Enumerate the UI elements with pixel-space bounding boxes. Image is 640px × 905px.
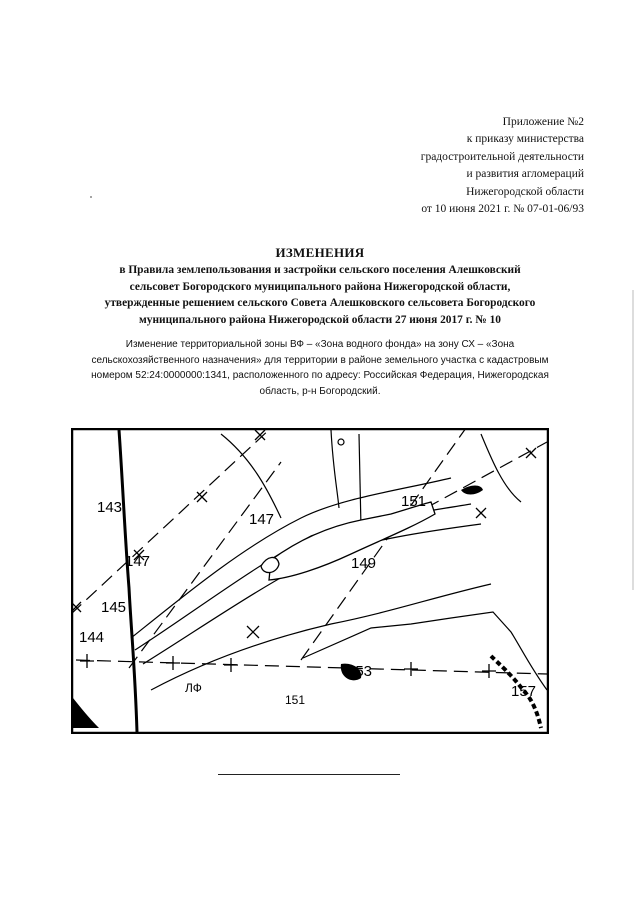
map-label-153: 153 xyxy=(347,663,373,680)
scan-dot xyxy=(90,196,92,198)
map-label-147a: 147 xyxy=(125,553,151,570)
document-title: ИЗМЕНЕНИЯ xyxy=(275,245,365,260)
point-marker xyxy=(338,439,344,445)
map-label-151: 151 xyxy=(401,493,427,510)
appendix-line: и развития агломераций xyxy=(466,168,584,181)
change-description xyxy=(60,337,580,399)
description-line: область, р-н Богородский. xyxy=(259,385,381,397)
map-frame xyxy=(72,429,548,733)
appendix-line: градостроительной деятельности xyxy=(420,150,584,163)
map-label-143: 143 xyxy=(97,499,123,516)
map-label-145: 145 xyxy=(101,599,127,616)
appendix-block xyxy=(421,114,584,218)
subtitle-line: в Правила землепользования и застройки сельского поселения Алешковский xyxy=(119,264,521,276)
subtitle-line: сельсовет Богородского муниципального района Нижегородской области, xyxy=(129,280,511,293)
map-label-147b: 147 xyxy=(249,511,275,528)
document-subtitle xyxy=(40,262,600,328)
map-label-151b: 151 xyxy=(285,693,306,707)
subtitle-line: муниципального района Нижегородской области 27 июня 2017 г. № 10 xyxy=(138,313,501,326)
appendix-line: Нижегородской области xyxy=(466,185,584,198)
description-line: сельскохозяйственного назначения» для территории в районе земельного участка с кадастровым xyxy=(91,354,549,366)
map-zone-label: ЛФ xyxy=(185,681,202,695)
appendix-line: Приложение №2 xyxy=(502,116,584,128)
description-line: Изменение территориальной зоны ВФ – «Зона водного фонда» на зону СХ – «Зона xyxy=(125,339,515,350)
appendix-line: к приказу министерства xyxy=(466,133,584,146)
zoning-map xyxy=(71,428,549,734)
subtitle-line: утвержденные решением сельского Совета Алешковского сельсовета Богородского xyxy=(104,297,536,309)
scan-edge xyxy=(632,290,634,590)
map-label-149: 149 xyxy=(351,555,377,572)
signature-line xyxy=(218,774,400,775)
map-label-144: 144 xyxy=(79,629,105,646)
description-line: номером 52:24:0000000:1341, расположенного по адресу: Российская Федерация, Нижегородская xyxy=(91,370,549,381)
appendix-line: от 10 июня 2021 г. № 07-01-06/93 xyxy=(421,203,584,216)
map-label-157: 157 xyxy=(511,683,537,700)
